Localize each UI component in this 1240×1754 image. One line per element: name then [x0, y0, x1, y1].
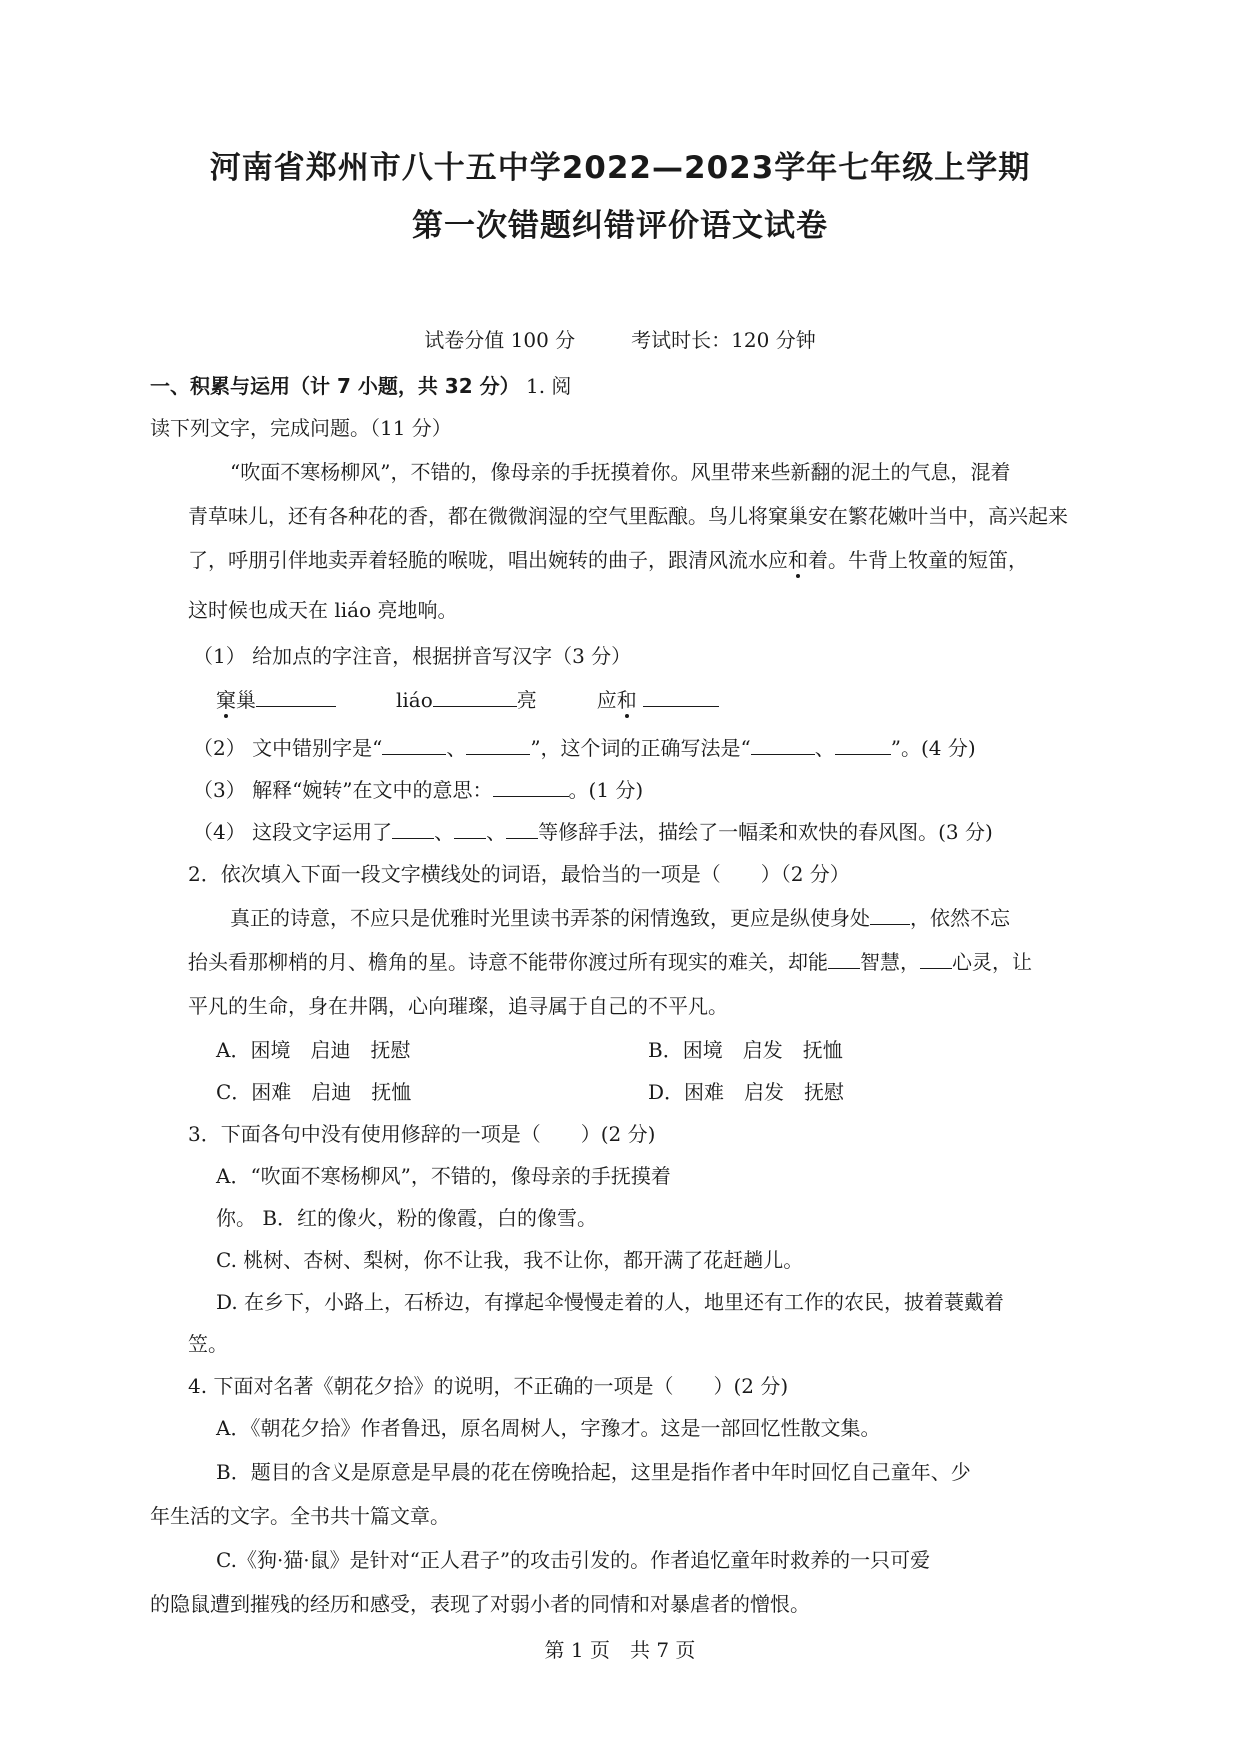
- q4-option-c[interactable]: C.《狗·猫·鼠》是针对“正人君子”的攻击引发的。作者追忆童年时救养的一只可爱: [216, 1548, 931, 1572]
- q1-word3-dotted: 和: [616, 688, 637, 712]
- q2-option-b[interactable]: B．困境 启发 抚恤: [648, 1038, 843, 1062]
- q2-p1a: 真正的诗意，不应只是优雅时光里读书弄茶的闲情逸致，更应是纵使身处: [230, 906, 870, 930]
- answer-blank[interactable]: [506, 820, 538, 839]
- q2-option-d[interactable]: D．困难 启发 抚慰: [648, 1080, 845, 1104]
- q2-passage-line3: 平凡的生命，身在井隅，心向璀璨，追寻属于自己的不平凡。: [188, 994, 728, 1018]
- answer-blank[interactable]: [466, 736, 530, 755]
- answer-blank[interactable]: [828, 950, 860, 969]
- passage-line1: “吹面不寒杨柳风”，不错的，像母亲的手抚摸着你。风里带来些新翻的泥土的气息，混着: [230, 460, 1011, 484]
- q2-p2a: 抬头看那柳梢的月、檐角的星。诗意不能带你渡过所有现实的难关，却能: [188, 950, 828, 974]
- section1-heading-line: [150, 372, 571, 400]
- separator: 、: [486, 820, 507, 844]
- q3-option-c[interactable]: C. 桃树、杏树、梨树，你不让我，我不让你，都开满了花赶趟儿。: [216, 1248, 804, 1272]
- q1-word2-suffix: 亮: [516, 688, 537, 712]
- q1-word2-pinyin: liáo: [396, 688, 433, 712]
- passage-line3-b: 着。牛背上牧童的短笛，: [808, 548, 1028, 572]
- q2-passage-line2: [188, 948, 1032, 976]
- q1-start: 1. 阅: [525, 374, 572, 398]
- answer-blank[interactable]: [835, 736, 891, 755]
- separator: 、: [814, 736, 835, 760]
- q1-sub3: [193, 776, 643, 804]
- q1-sub2-a: （2） 文中错别字是“: [193, 736, 383, 760]
- q2-p2c: 心灵，让: [952, 950, 1032, 974]
- passage-line2: 青草味儿，还有各种花的香，都在微微润湿的空气里酝酿。鸟儿将窠巢安在繁花嫩叶当中，高兴起来: [188, 504, 1068, 528]
- q2-passage-line1: [230, 904, 1010, 932]
- exam-score: 试卷分值 100 分: [424, 328, 576, 352]
- passage-dotted-char: 和: [788, 548, 808, 572]
- answer-blank[interactable]: [392, 820, 434, 839]
- answer-blank[interactable]: [870, 906, 910, 925]
- answer-blank[interactable]: [382, 736, 446, 755]
- answer-blank[interactable]: [643, 688, 719, 707]
- q4-option-c-cont: 的隐鼠遭到摧残的经历和感受，表现了对弱小者的同情和对暴虐者的憎恨。: [150, 1592, 810, 1616]
- q1-sub2-b: ”，这个词的正确写法是“: [530, 736, 751, 760]
- q3-option-d[interactable]: D. 在乡下，小路上，石桥边，有撑起伞慢慢走着的人，地里还有工作的农民，披着蓑戴着: [216, 1290, 1005, 1314]
- q3-stem: 3．下面各句中没有使用修辞的一项是（ ）(2 分): [188, 1122, 656, 1146]
- q1-sub2-c: ”。(4 分): [890, 736, 976, 760]
- q1-sub4-b: 等修辞手法，描绘了一幅柔和欢快的春风图。(3 分): [538, 820, 993, 844]
- q1-word3-prefix: 应: [596, 688, 617, 712]
- q1-intro: 读下列文字，完成问题。（11 分）: [150, 416, 452, 440]
- answer-blank[interactable]: [433, 688, 517, 707]
- q1-sub2: [193, 734, 976, 762]
- separator: 、: [446, 736, 467, 760]
- q1-sub4: [193, 818, 993, 846]
- q2-option-a[interactable]: A．困境 启迪 抚慰: [216, 1038, 411, 1062]
- q1-sub1-blanks: [216, 686, 719, 714]
- q1-word1-rest: 巢: [236, 688, 256, 712]
- answer-blank[interactable]: [256, 688, 336, 707]
- answer-blank[interactable]: [751, 736, 815, 755]
- passage-line4: 这时候也成天在 liáo 亮地响。: [188, 598, 458, 622]
- exam-meta: [0, 326, 1240, 354]
- q4-option-b-cont: 年生活的文字。全书共十篇文章。: [150, 1504, 450, 1528]
- passage-line3: [188, 546, 1028, 574]
- exam-title-line1: 河南省郑州市八十五中学2022—2023学年七年级上学期: [209, 150, 1031, 186]
- answer-blank[interactable]: [454, 820, 486, 839]
- q1-sub1: （1） 给加点的字注音，根据拼音写汉字（3 分）: [193, 644, 632, 668]
- exam-title-line2: 第一次错题纠错评价语文试卷: [412, 208, 828, 244]
- q1-sub3-a: （3） 解释“婉转”在文中的意思：: [193, 778, 493, 802]
- q2-option-c[interactable]: C．困难 启迪 抚恤: [216, 1080, 412, 1104]
- section1-heading: 一、积累与运用（计 7 小题，共 32 分）: [150, 374, 520, 398]
- separator: 、: [434, 820, 455, 844]
- q2-stem: 2．依次填入下面一段文字横线处的词语，最恰当的一项是（ ）（2 分）: [188, 862, 850, 886]
- answer-blank[interactable]: [493, 778, 569, 797]
- q2-p1b: ，依然不忘: [910, 906, 1010, 930]
- q2-p2b: 智慧，: [860, 950, 920, 974]
- q1-sub3-b: 。(1 分): [568, 778, 644, 802]
- answer-blank[interactable]: [920, 950, 952, 969]
- page-number: 第 1 页 共 7 页: [544, 1638, 696, 1662]
- q3-option-a-b[interactable]: 你。 B．红的像火，粉的像霞，白的像雪。: [216, 1206, 598, 1230]
- q4-option-a[interactable]: A．《朝花夕拾》作者鲁迅，原名周树人，字豫才。这是一部回忆性散文集。: [216, 1416, 881, 1440]
- q1-sub4-a: （4） 这段文字运用了: [193, 820, 393, 844]
- passage-line3-a: 了，呼朋引伴地卖弄着轻脆的喉咙，唱出婉转的曲子，跟清风流水应: [188, 548, 788, 572]
- q4-option-b[interactable]: B．题目的含义是原意是早晨的花在傍晚拾起，这里是指作者中年时回忆自己童年、少: [216, 1460, 971, 1484]
- q1-word1-dotted: 窠: [216, 688, 236, 712]
- q4-stem: 4. 下面对名著《朝花夕拾》的说明，不正确的一项是（ ）(2 分): [188, 1374, 789, 1398]
- q3-option-a[interactable]: A．“吹面不寒杨柳风”，不错的，像母亲的手抚摸着: [216, 1164, 671, 1188]
- exam-duration: 考试时长：120 分钟: [631, 328, 816, 352]
- q3-option-d-cont: 笠。: [188, 1332, 228, 1356]
